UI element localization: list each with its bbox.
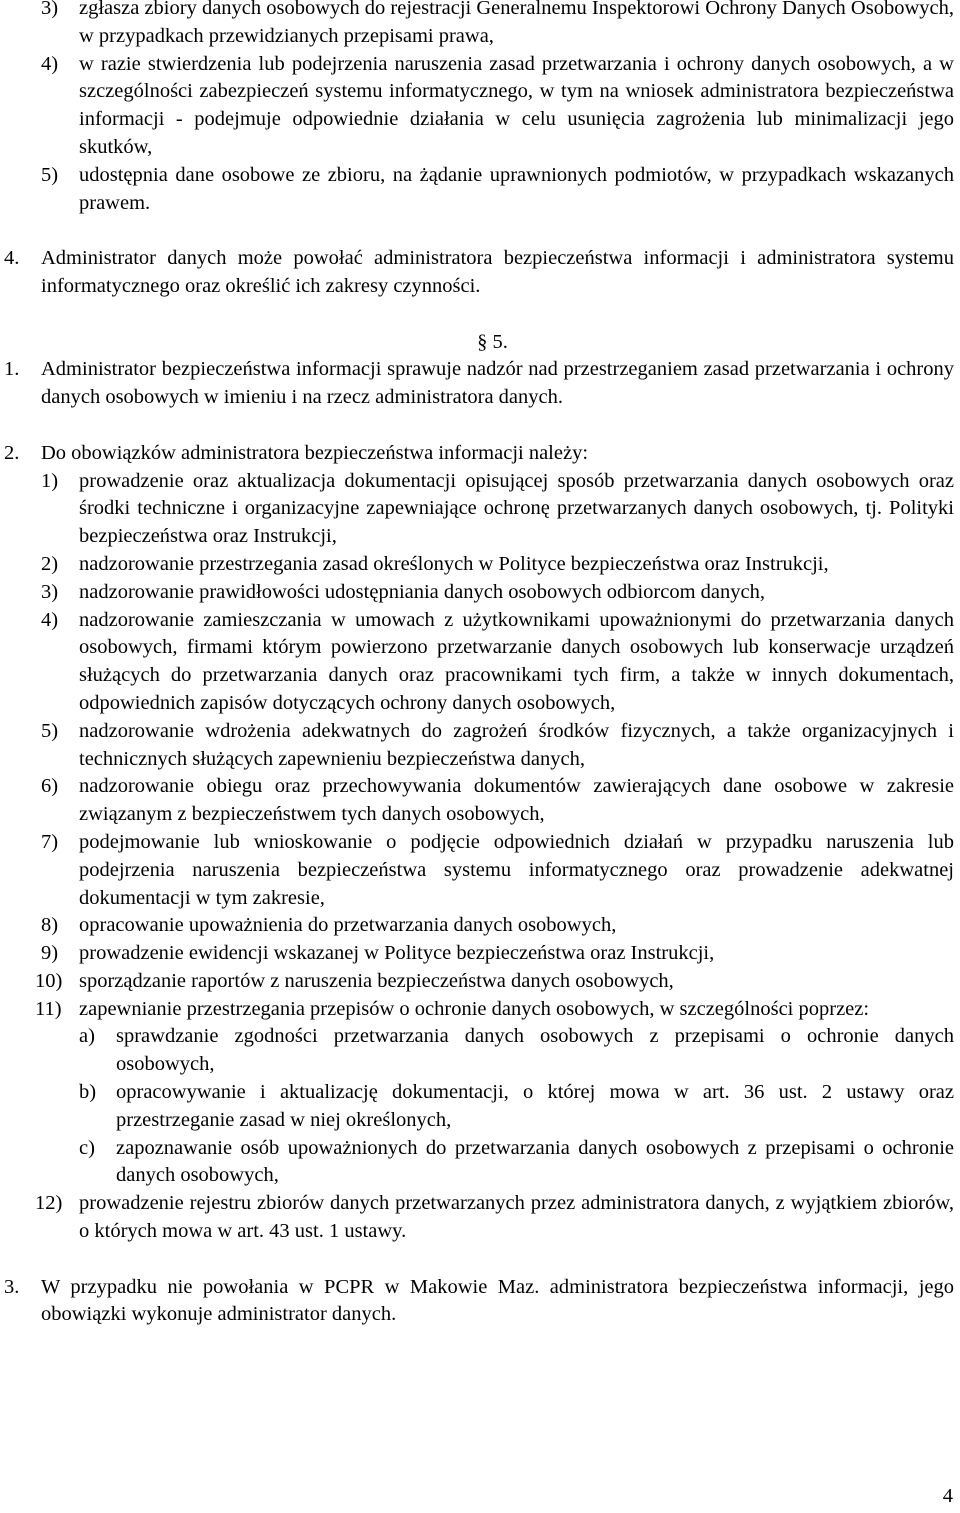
list-text: nadzorowanie przestrzegania zasad określonych w Polityce bezpieczeństwa oraz Instrukcji, — [79, 552, 829, 575]
list-text: nadzorowanie prawidłowości udostępniania danych osobowych odbiorcom danych, — [79, 580, 765, 603]
list-item — [35, 968, 954, 996]
list-number: 6) — [41, 775, 59, 798]
list-text: opracowanie upoważnienia do przetwarzania danych osobowych, — [79, 914, 617, 937]
list-text: nadzorowanie zamieszczania w umowach z użytkownikami upoważnionymi do przetwarzania danych osobowych, firmami którym powierzono przetwarzanie danych osobowych lub konserwacje urządzeń służących do przetwarzania danych oraz pracownikami tych firm, a także w innych dokumentach, odpowiednich zapisów dotyczących ochrony danych osobowych, — [79, 608, 954, 714]
list-text: prowadzenie rejestru zbiorów danych przetwarzanych przez administratora danych, z wyjątkiem zbiorów, o których mowa w art. 43 ust. 1 ustawy. — [79, 1192, 954, 1243]
paragraph — [4, 245, 954, 301]
paragraph-text: Administrator danych może powołać administratora bezpieczeństwa informacji i administratora systemu informatycznego oraz określić ich zakresy czynności. — [41, 247, 954, 297]
list-number: 4) — [41, 608, 59, 631]
paragraph-number: 4. — [4, 247, 20, 270]
list-letter: c) — [79, 1136, 95, 1159]
list-text: sprawdzanie zgodności przetwarzania danych osobowych z przepisami o ochronie danych osobowych, — [116, 1025, 954, 1076]
list-number: 7) — [41, 830, 59, 853]
paragraph — [4, 440, 954, 468]
list-item — [79, 1079, 954, 1135]
duties-list — [0, 468, 960, 1246]
section-mark: § 5. — [477, 330, 508, 353]
list-item — [41, 0, 954, 51]
list-number: 3) — [41, 580, 59, 603]
list-text: prowadzenie ewidencji wskazanej w Polityce bezpieczeństwa oraz Instrukcji, — [79, 942, 715, 965]
list-item — [41, 51, 954, 162]
list-item — [41, 551, 954, 579]
list-number: 4) — [41, 52, 59, 75]
list-item — [41, 773, 954, 829]
list-item — [41, 607, 954, 718]
list-text: zapewnianie przestrzegania przepisów o ochronie danych osobowych, w szczególności poprzez: — [79, 997, 870, 1020]
list-item — [41, 829, 954, 912]
list-item — [41, 940, 954, 968]
list-number: 5) — [41, 163, 59, 186]
list-number: 11) — [35, 997, 62, 1020]
list-text: nadzorowanie obiegu oraz przechowywania dokumentów zawierających dane osobowe w zakresie związanym z bezpieczeństwem tych danych osobowych, — [79, 775, 954, 826]
paragraph — [4, 356, 954, 412]
list-item — [79, 1023, 954, 1079]
paragraph-number: 1. — [4, 358, 20, 381]
list-text: zgłasza zbiory danych osobowych do rejestracji Generalnemu Inspektorowi Ochrony Danych Osobowych, w przypadkach przewidzianych przepisami prawa, — [79, 0, 954, 47]
paragraph-number: 3. — [4, 1275, 20, 1298]
list-text: sporządzanie raportów z naruszenia bezpieczeństwa danych osobowych, — [79, 969, 674, 992]
list-item — [41, 912, 954, 940]
list-text: podejmowanie lub wnioskowanie o podjęcie odpowiednich działań w przypadku naruszenia lub podejrzenia naruszenia bezpieczeństwa systemu informatycznego oraz prowadzenie adekwatnej dokumentacji w tym zakresie, — [79, 830, 954, 909]
list-item — [35, 996, 954, 1024]
list-text: udostępnia dane osobowe ze zbioru, na żądanie uprawnionych podmiotów, w przypadkach wskazanych prawem. — [79, 163, 954, 214]
list-number: 9) — [41, 942, 59, 965]
list-number: 1) — [41, 469, 59, 492]
page-number: 4 — [942, 1485, 953, 1507]
list-item — [41, 579, 954, 607]
paragraph-text: Administrator bezpieczeństwa informacji sprawuje nadzór nad przestrzeganiem zasad przetwarzania i ochrony danych osobowych w imieniu i na rzecz administratora danych. — [41, 358, 954, 409]
list-number: 5) — [41, 719, 59, 742]
list-text: prowadzenie oraz aktualizacja dokumentacji opisującej sposób przetwarzania danych osobowych oraz środki techniczne i organizacyjne zapewniające ochronę przetwarzanych danych osobowych, tj. Polityki bezpieczeństwa oraz Instrukcji, — [79, 469, 954, 548]
list-item — [41, 468, 954, 551]
list-item — [41, 162, 954, 218]
list-text: zapoznawanie osób upoważnionych do przetwarzania danych osobowych z przepisami o ochronie danych osobowych, — [116, 1136, 954, 1187]
list-text: opracowywanie i aktualizację dokumentacji, o której mowa w art. 36 ust. 2 ustawy oraz przestrzeganie zasad w niej określonych, — [116, 1081, 954, 1131]
list-item — [79, 1135, 954, 1191]
list-letter: b) — [79, 1081, 97, 1104]
list-item — [41, 718, 954, 774]
paragraph — [4, 1274, 954, 1330]
subduties-list — [0, 1023, 960, 1190]
paragraph-number: 2. — [4, 441, 20, 464]
list-number: 3) — [41, 0, 59, 19]
list-number: 2) — [41, 552, 59, 575]
paragraph-text: Do obowiązków administratora bezpieczeństwa informacji należy: — [41, 441, 589, 464]
list-text: nadzorowanie wdrożenia adekwatnych do zagrożeń środków fizycznych, a także organizacyjnych i technicznych służących zapewnieniu bezpieczeństwa danych, — [79, 719, 954, 770]
paragraph-text: W przypadku nie powołania w PCPR w Makowie Maz. administratora bezpieczeństwa informacji, jego obowiązki wykonuje administrator danych. — [41, 1275, 954, 1326]
list-number: 12) — [35, 1192, 63, 1215]
section-heading — [0, 329, 960, 357]
list-item — [35, 1190, 954, 1246]
list-number: 10) — [35, 969, 63, 992]
list-text: w razie stwierdzenia lub podejrzenia naruszenia zasad przetwarzania i ochrony danych osobowych, a w szczególności zabezpieczeń systemu informatycznego, w tym na wniosek administratora bezpieczeństwa informacji - podejmuje odpowiednie działania w celu usunięcia zagrożenia lub minimalizacji jego skutków, — [79, 52, 954, 158]
list-number: 8) — [41, 914, 59, 937]
list-letter: a) — [79, 1025, 95, 1048]
